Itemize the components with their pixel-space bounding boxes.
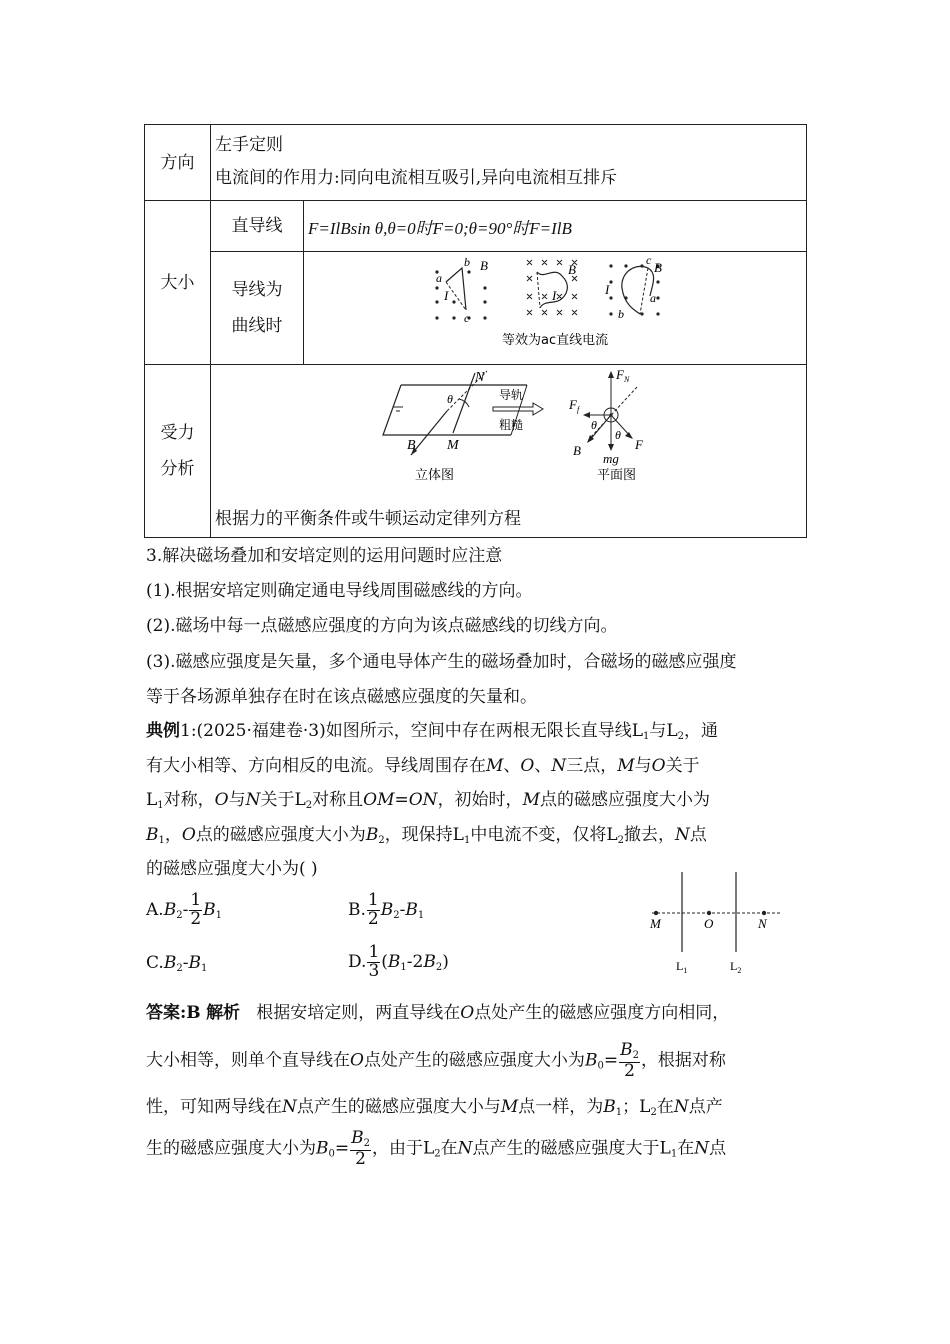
- curved-wire-figure: [304, 252, 807, 364]
- arrow-text-2: 粗糙: [499, 418, 524, 432]
- section3-item1: (1).根据安培定则确定通电导线周围磁感线的方向。: [146, 581, 533, 601]
- answer-jiexi: 解析: [206, 1003, 241, 1023]
- point-N: N: [758, 916, 767, 931]
- fig2d-F: F: [635, 437, 643, 452]
- wire-L1: $L_1$: [676, 959, 688, 975]
- fig2d-Ff: $F_f$: [569, 397, 580, 414]
- answer-line1: 答案:B 解析 根据安培定则，两直导线在O点处产生的磁感应强度方向相同，: [146, 1003, 730, 1023]
- example-line2: 有大小相等、方向相反的电流。导线周围存在M、O、N三点，M与O关于: [146, 756, 700, 776]
- p1-I: I: [444, 288, 449, 303]
- physics-summary-table: [144, 124, 807, 538]
- answer-label: 答案:B: [146, 1003, 201, 1023]
- point-M: M: [650, 916, 661, 931]
- p1-b: b: [464, 255, 470, 269]
- example-line5: 的磁感应强度大小为( ): [146, 859, 318, 879]
- straight-wire-label: 直导线: [211, 201, 304, 252]
- example-line1: 典例1:(2025·福建卷·3)如图所示，空间中存在两根无限长直导线$L_1$与$L_2$，通: [146, 721, 719, 742]
- force-summary: 根据力的平衡条件或牛顿运动定律列方程: [215, 509, 521, 529]
- p1-B: B: [480, 258, 488, 273]
- option-b[interactable]: B. $\frac{1}{2}$ $B_2-B_1$: [348, 890, 425, 929]
- direction-label: 方向: [160, 152, 195, 173]
- wire-L2: $L_2$: [730, 959, 742, 975]
- example-line4: $B_1$，O点的磁感应强度大小为$B_2$，现保持$L_1$中电流不变，仅将$L_2$撤去，N点: [146, 825, 707, 846]
- section3-title: 3.解决磁场叠加和安培定则的运用问题时应注意: [146, 546, 503, 566]
- p3-I: I: [605, 282, 610, 297]
- p2-I: I: [552, 288, 557, 303]
- fig3d-B: B: [407, 438, 416, 453]
- force-label-cell: 受力 分析: [145, 365, 211, 538]
- fig3d-N: N: [475, 370, 485, 385]
- fig3d-caption: 立体图: [415, 468, 455, 483]
- fig2d-FN: $F_N$: [616, 367, 630, 384]
- point-O: O: [704, 916, 714, 931]
- option-a[interactable]: $A.B_2-$ $\frac{1}{2}$ $B_1$: [146, 890, 223, 929]
- p2-B: B: [568, 262, 576, 277]
- section3-item2: (2).磁场中每一点磁感应强度的方向为该点磁感线的切线方向。: [146, 616, 618, 636]
- direction-content-cell: [211, 125, 807, 201]
- p3-B: B: [654, 260, 662, 275]
- curved-wire-figure-cell: [304, 252, 807, 365]
- curved-caption: 等效为ac直线电流: [502, 333, 609, 348]
- option-c[interactable]: $C.B_2-B_1$: [146, 953, 208, 974]
- magnitude-label-cell: [145, 201, 211, 365]
- answer-line3: 性，可知两导线在N点产生的磁感应强度大小与M点一样，为$B_1$；$L_2$在N点产: [146, 1097, 723, 1118]
- force-analysis-figure: [211, 365, 806, 495]
- fig3d-theta: θ: [447, 392, 453, 406]
- fig3d-M: M: [447, 438, 459, 453]
- straight-wire-formula: F=IlBsin θ,θ=0时F=0;θ=90°时F=IlB: [304, 201, 807, 252]
- answer-line4: 生的磁感应强度大小为$B_0=$ $\frac{B_2}{2}$ ，由于$L_2$在N点产生的磁感应强度大于$L_1$在N点: [146, 1128, 727, 1169]
- fig2d-B: B: [573, 443, 581, 458]
- wires-figure: [640, 868, 790, 978]
- force-content-cell: [211, 365, 807, 538]
- fig2d-theta2: θ: [615, 428, 621, 442]
- current-interaction: 电流间的作用力:同向电流相互吸引,异向电流相互排斥: [215, 168, 618, 188]
- magnitude-label: 大小: [160, 272, 195, 293]
- p3-c: c: [646, 253, 652, 267]
- p3-b: b: [618, 307, 624, 321]
- fig2d-caption: 平面图: [597, 468, 637, 483]
- arrow-text-1: 导轨: [499, 388, 524, 402]
- direction-label-cell: [145, 125, 211, 201]
- p3-a: a: [650, 291, 656, 305]
- p1-a: a: [436, 271, 442, 285]
- example-title: 典例: [146, 721, 180, 741]
- section3-item3-line2: 等于各场源单独存在时在该点磁感应强度的矢量和。: [146, 687, 537, 707]
- fig2d-mg: mg: [603, 451, 619, 466]
- p1-c: c: [464, 311, 470, 325]
- example-line3: $L_1$对称，O与N关于$L_2$对称且OM=ON，初始时，M点的磁感应强度大小为: [146, 790, 710, 811]
- fig2d-theta1: θ: [591, 418, 597, 432]
- answer-line2: 大小相等，则单个直导线在O点处产生的磁感应强度大小为$B_0=$ $\frac{B_2}{2}$ ，根据对称: [146, 1040, 726, 1081]
- section3-item3-line1: (3).磁感应强度是矢量，多个通电导体产生的磁场叠加时，合磁场的磁感应强度: [146, 652, 737, 672]
- curved-wire-label: 导线为 曲线时: [211, 252, 304, 365]
- option-d[interactable]: D. $\frac{1}{3}$ $(B_1-2B_2)$: [348, 942, 449, 981]
- left-hand-rule: 左手定则: [215, 135, 283, 155]
